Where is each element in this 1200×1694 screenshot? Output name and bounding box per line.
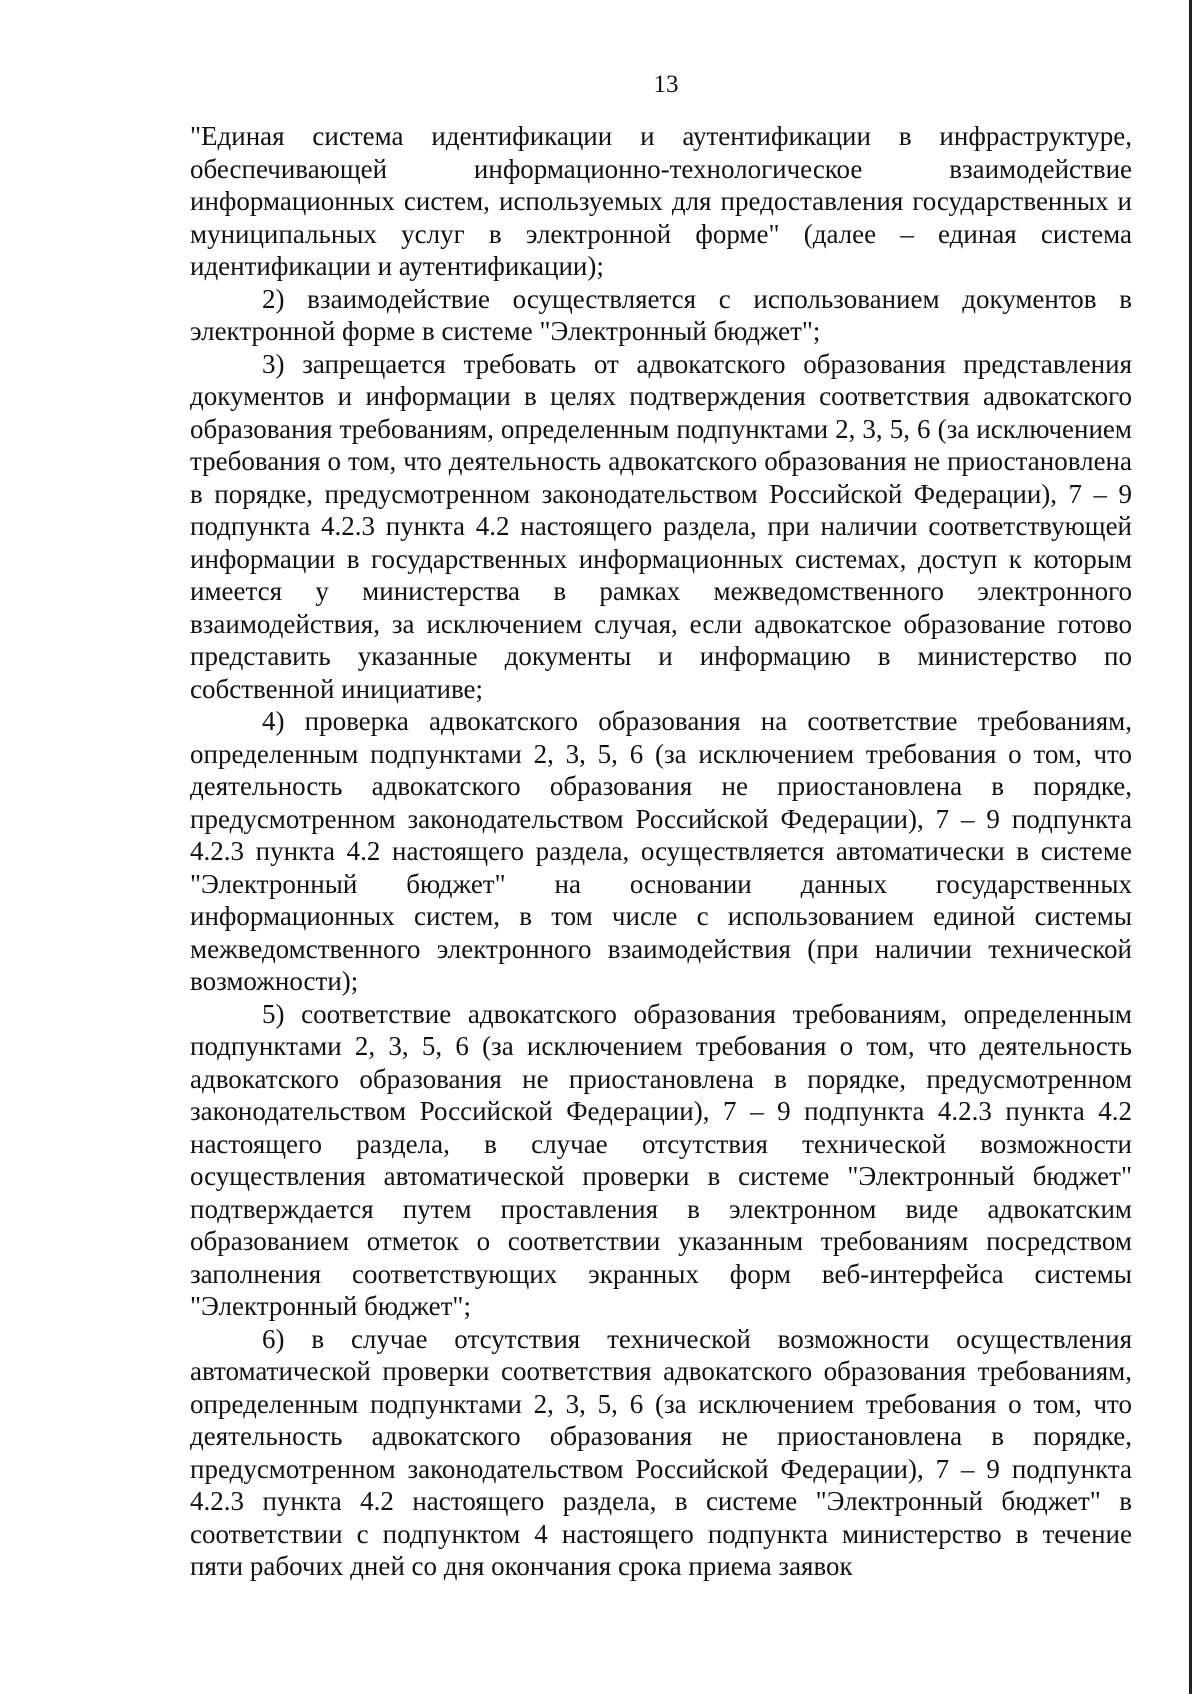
paragraph-item-6: 6) в случае отсутствия технической возможности осуществления автоматической проверки соответствия адвокатского образования требованиям, определенным подпунктами 2, 3, 5, 6 (за исключением требования о том, что деятельность адвокатского образования не приостановлена в порядке, предусмотренном законодательством Российской Федерации), 7 – 9 подпункта 4.2.3 пункта 4.2 настоящего раздела, в системе "Электронный бюджет" в соответствии с подпунктом 4 настоящего подпункта министерство в течение пяти рабочих дней со дня окончания срока приема заявок <box>190 1323 1132 1581</box>
document-body <box>190 120 1132 1583</box>
paragraph-item-3: 3) запрещается требовать от адвокатского образования представления документов и информации в целях подтверждения соответствия адвокатского образования требованиям, определенным подпунктами 2, 3, 5, 6 (за исключением требования о том, что деятельность адвокатского образования не приостановлена в порядке, предусмотренном законодательством Российской Федерации), 7 – 9 подпункта 4.2.3 пункта 4.2 настоящего раздела, при наличии соответствующей информации в государственных информационных системах, доступ к которым имеется у министерства в рамках межведомственного электронного взаимодействия, за исключением случая, если адвокатское образование готово представить указанные документы и информацию в министерство по собственной инициативе; <box>190 348 1132 704</box>
paragraph-item-2: 2) взаимодействие осуществляется с использованием документов в электронной форме в системе "Электронный бюджет"; <box>190 283 1132 346</box>
scan-edge-line <box>1189 0 1192 1694</box>
paragraph-item-5: 5) соответствие адвокатского образования требованиям, определенным подпунктами 2, 3, 5, 6 (за исключением требования о том, что деятельность адвокатского образования не приостановлена в порядке, предусмотренном законодательством Российской Федерации), 7 – 9 подпункта 4.2.3 пункта 4.2 настоящего раздела, в случае отсутствия технической возможности осуществления автоматической проверки в системе "Электронный бюджет" подтверждается путем проставления в электронном виде адвокатским образованием отметок о соответствии указанным требованиям посредством заполнения соответствующих экранных форм веб-интерфейса системы "Электронный бюджет"; <box>190 998 1132 1321</box>
page-number: 13 <box>653 71 679 98</box>
paragraph-continuation: "Единая система идентификации и аутентификации в инфраструктуре, обеспечивающей информационно-технологическое взаимодействие информационных систем, используемых для предоставления государственных и муниципальных услуг в электронной форме" (далее – единая система идентификации и аутентификации); <box>190 121 1132 281</box>
paragraph-item-4: 4) проверка адвокатского образования на соответствие требованиям, определенным подпунктами 2, 3, 5, 6 (за исключением требования о том, что деятельность адвокатского образования не приостановлена в порядке, предусмотренном законодательством Российской Федерации), 7 – 9 подпункта 4.2.3 пункта 4.2 настоящего раздела, осуществляется автоматически в системе "Электронный бюджет" на основании данных государственных информационных систем, в том числе с использованием единой системы межведомственного электронного взаимодействия (при наличии технической возможности); <box>190 706 1132 996</box>
